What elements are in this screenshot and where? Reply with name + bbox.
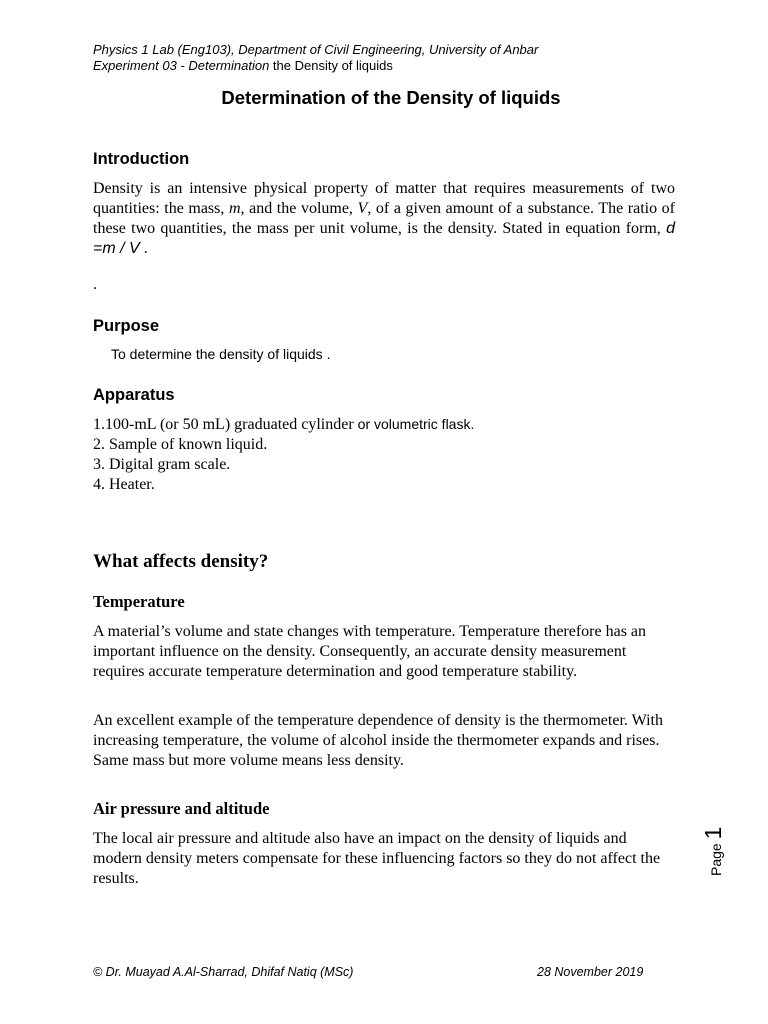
apparatus-item-4: 4. Heater. xyxy=(93,476,155,493)
introduction-text-4: . xyxy=(139,240,148,257)
running-header-line2 xyxy=(93,58,393,73)
introduction-paragraph xyxy=(93,179,675,259)
introduction-text-1: Density is an intensive physical property of matter that requires measurements of two quantities: the mass, xyxy=(93,180,675,217)
page-number: 1 xyxy=(700,826,726,840)
introduction-heading: Introduction xyxy=(93,150,190,168)
air-pressure-paragraph: The local air pressure and altitude also have an impact on the density of liquids and modern density meters compensate for these influencing factors so they do not affect the results. xyxy=(93,830,661,887)
mass-symbol: m xyxy=(228,200,241,217)
footer-date: 28 November 2019 xyxy=(537,965,644,979)
introduction-text-2: , and the volume, xyxy=(240,200,358,217)
apparatus-heading: Apparatus xyxy=(93,386,175,404)
apparatus-item-3: 3. Digital gram scale. xyxy=(93,456,231,473)
page-marker xyxy=(700,827,727,876)
purpose-heading: Purpose xyxy=(93,317,160,335)
running-header-line1: Physics 1 Lab (Eng103), Department of Civil Engineering, University of Anbar xyxy=(93,42,539,57)
apparatus-item-1-main: 1.100-mL (or 50 mL) graduated cylinder xyxy=(93,416,358,433)
volume-symbol: V xyxy=(357,200,368,217)
footer-authors: © Dr. Muayad A.Al-Sharrad, Dhifaf Natiq (MSc) xyxy=(93,965,354,979)
page-label: Page xyxy=(708,839,724,876)
air-pressure-heading: Air pressure and altitude xyxy=(93,799,270,818)
running-header-experiment: Experiment 03 - Determination xyxy=(93,58,270,73)
purpose-text: To determine the density of liquids . xyxy=(111,346,331,362)
apparatus-item-2: 2. Sample of known liquid. xyxy=(93,436,268,453)
introduction-text-3: , of a given amount of a substance. The ratio of these two quantities, the mass per unit volume, is the density. Stated in equation form, xyxy=(93,200,676,237)
stray-dot: . xyxy=(93,276,97,293)
what-affects-heading: What affects density? xyxy=(93,551,269,572)
apparatus-item-1 xyxy=(93,414,474,435)
temperature-paragraph-2: An excellent example of the temperature dependence of density is the thermometer. With increasing temperature, the volume of alcohol inside the thermometer expands and rises. Same mass but more volume means less density. xyxy=(93,712,663,769)
running-header-topic: the Density of liquids xyxy=(269,58,393,73)
document-title: Determination of the Density of liquids xyxy=(221,87,561,108)
apparatus-list xyxy=(93,414,474,495)
temperature-heading: Temperature xyxy=(93,592,185,611)
temperature-paragraph-1: A material’s volume and state changes with temperature. Temperature therefore has an important influence on the density. Consequently, an accurate density measurement requires accurate temperature determination and good temperature stability. xyxy=(93,623,647,680)
density-formula: d =m / V xyxy=(93,220,675,257)
apparatus-item-1-note: or volumetric flask. xyxy=(357,416,475,432)
